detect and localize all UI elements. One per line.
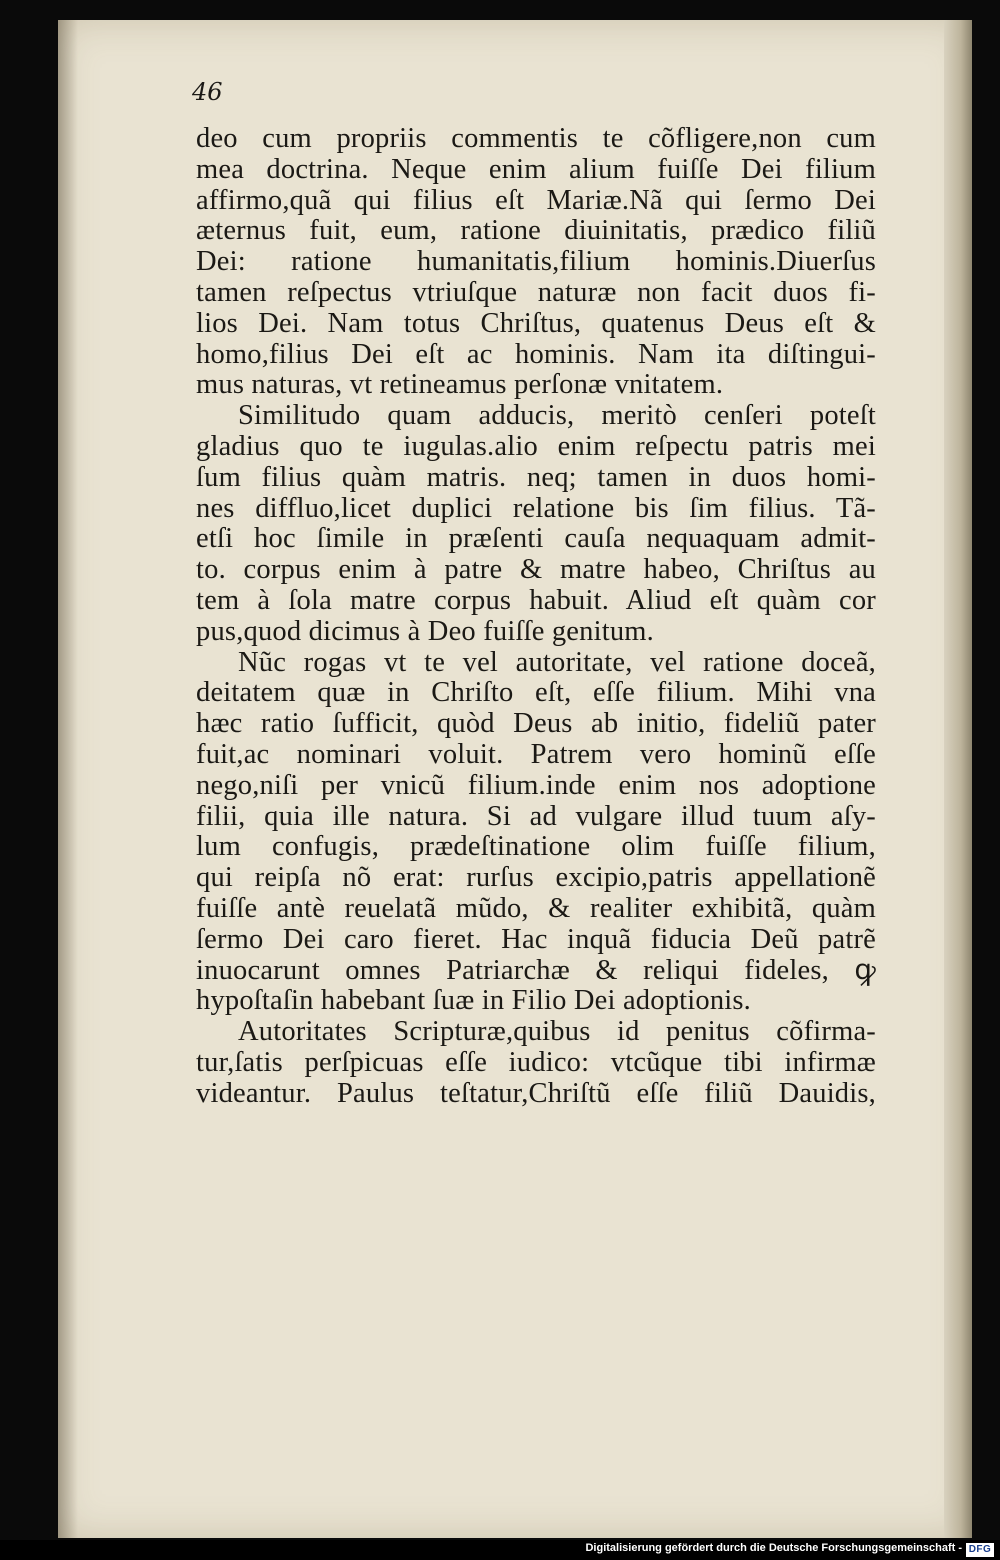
text-line: etſi hoc ſimile in præſenti cauſa nequaquam admit-: [196, 523, 876, 555]
text-line: Autoritates Scripturæ,quibus id penitus cõfirma-: [238, 1016, 876, 1048]
text-line: tem à ſola matre corpus habuit. Aliud eſt quàm cor: [196, 584, 876, 616]
text-line: ſermo Dei caro fieret. Hac inquã fiducia Deũ patrẽ: [196, 923, 876, 955]
text-line: deo cum propriis commentis te cõfligere,non cum: [196, 123, 876, 154]
text-line: hæc ratio ſufficit, quòd Deus ab initio, fideliũ pater: [196, 708, 876, 740]
text-line: Nũc rogas vt te vel autoritate, vel ratione doceã,: [238, 646, 876, 678]
text-line: qui reipſa nõ erat: rurſus excipio,patris appellationẽ: [196, 862, 876, 894]
page-edge: [944, 20, 972, 1538]
text-line: hypoſtaſin habebant ſuæ in Filio Dei adoptionis.: [196, 985, 752, 1017]
gutter-shadow: [58, 20, 78, 1538]
text-line: ſum filius quàm matris. neq; tamen in duos homi-: [196, 461, 876, 493]
text-line: fuit,ac nominari voluit. Patrem vero hominũ eſſe: [196, 738, 876, 770]
text-line: nes diffluo,licet duplici relatione bis ſim filius. Tã-: [196, 492, 876, 524]
text-line: æternus fuit, eum, ratione diuinitatis, prædico filiũ: [196, 215, 876, 247]
text-line: affirmo,quã qui filius eſt Mariæ.Nã qui ſermo Dei: [196, 184, 876, 216]
text-line: mea doctrina. Neque enim alium fuiſſe Dei filium: [196, 153, 876, 185]
funding-notice: Digitalisierung gefördert durch die Deutsche Forschungsgemeinschaft -: [585, 1542, 962, 1554]
text-line: gladius quo te iugulas.alio enim reſpectu patris mei: [196, 430, 876, 462]
text-line: tur,ſatis perſpicuas eſſe iudico: vtcũque tibi infirmæ: [196, 1046, 876, 1078]
text-line: lios Dei. Nam totus Chriſtus, quatenus Deus eſt &: [196, 307, 876, 339]
body-text: [196, 124, 876, 1110]
text-line: filii, quia ille natura. Si ad vulgare illud tuum aſy-: [196, 800, 876, 832]
text-line: Similitudo quam adducis, meritò cenſeri poteſt: [238, 400, 876, 432]
text-line: videantur. Paulus teſtatur,Chriſtũ eſſe filiũ Dauidis,: [196, 1077, 876, 1109]
page-number: 46: [192, 78, 223, 106]
footer-bar: [0, 1540, 1000, 1560]
text-line: mus naturas, vt retineamus perſonæ vnitatem.: [196, 369, 724, 401]
text-line: deitatem quæ in Chriſto eſt, eſſe filium. Mihi vna: [196, 677, 876, 709]
text-line: tamen reſpectus vtriuſque naturæ non facit duos fi-: [196, 276, 876, 308]
text-line: homo,filius Dei eſt ac hominis. Nam ita diſtingui-: [196, 338, 876, 370]
text-line: to. corpus enim à patre & matre habeo, Chriſtus au: [196, 554, 876, 586]
text-line: inuocarunt omnes Patriarchæ & reliqui fideles, ꝙ: [196, 954, 876, 986]
text-line: pus,quod dicimus à Deo fuiſſe genitum.: [196, 615, 654, 647]
text-line: Dei: ratione humanitatis,filium hominis.Diuerſus: [196, 246, 876, 278]
text-line: nego,niſi per vnicũ filium.inde enim nos adoptione: [196, 769, 876, 801]
text-line: fuiſſe antè reuelatã mũdo, & realiter exhibitã, quàm: [196, 892, 876, 924]
text-line: lum confugis, prædeſtinatione olim fuiſſe filium,: [196, 831, 876, 863]
dfg-logo: DFG: [966, 1543, 994, 1557]
